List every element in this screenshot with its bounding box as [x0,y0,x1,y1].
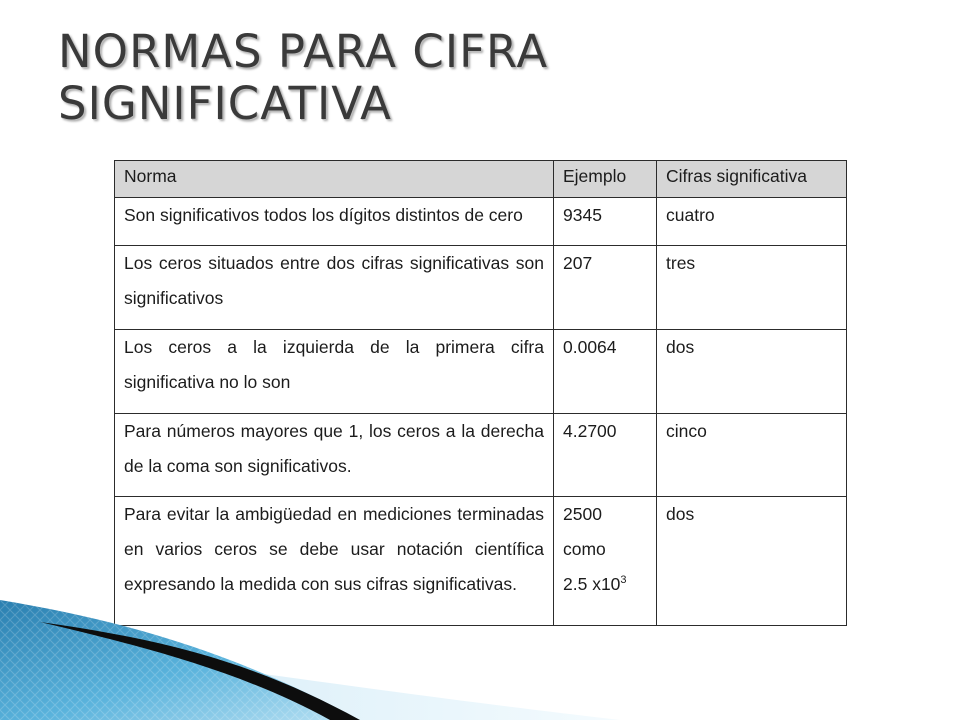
norms-table [114,160,847,626]
table-row [115,413,847,497]
wave-pale [0,640,620,720]
table-row [115,329,847,413]
cell-cifras: cinco [657,413,847,497]
cell-cifras: tres [657,246,847,330]
cell-cifras: dos [657,329,847,413]
cell-ejemplo: 4.2700 [554,413,657,497]
ejemplo-exponent: 3 [620,574,627,587]
slide-title: NORMAS PARA CIFRA SIGNIFICATIVA [58,25,549,130]
ejemplo-line-2: como [563,539,606,560]
cell-norma: Son significativos todos los dígitos distintos de cero [115,198,554,246]
cell-ejemplo [554,497,657,626]
cell-norma: Los ceros situados entre dos cifras significativas son significativos [115,246,554,330]
table-row [115,198,847,246]
header-ejemplo: Ejemplo [554,161,657,198]
wave-dark [40,622,360,720]
ejemplo-line-3 [563,567,647,602]
cell-ejemplo: 9345 [554,198,657,246]
norms-table-container [114,160,846,626]
cell-norma: Para evitar la ambigüedad en mediciones terminadas en varios ceros se debe usar notación científica expresando la medida con sus cifras significativas. [115,497,554,626]
cell-ejemplo: 207 [554,246,657,330]
table-header-row [115,161,847,198]
cell-norma: Para números mayores que 1, los ceros a la derecha de la coma son significativos. [115,413,554,497]
cell-cifras: cuatro [657,198,847,246]
header-cifras: Cifras significativa [657,161,847,198]
cell-cifras: dos [657,497,847,626]
ejemplo-base: 2.5 x10 [563,574,621,595]
header-norma: Norma [115,161,554,198]
cell-norma: Los ceros a la izquierda de la primera cifra significativa no lo son [115,329,554,413]
table-row [115,497,847,626]
table-row [115,246,847,330]
ejemplo-line-1: 2500 [563,504,602,525]
cell-ejemplo: 0.0064 [554,329,657,413]
